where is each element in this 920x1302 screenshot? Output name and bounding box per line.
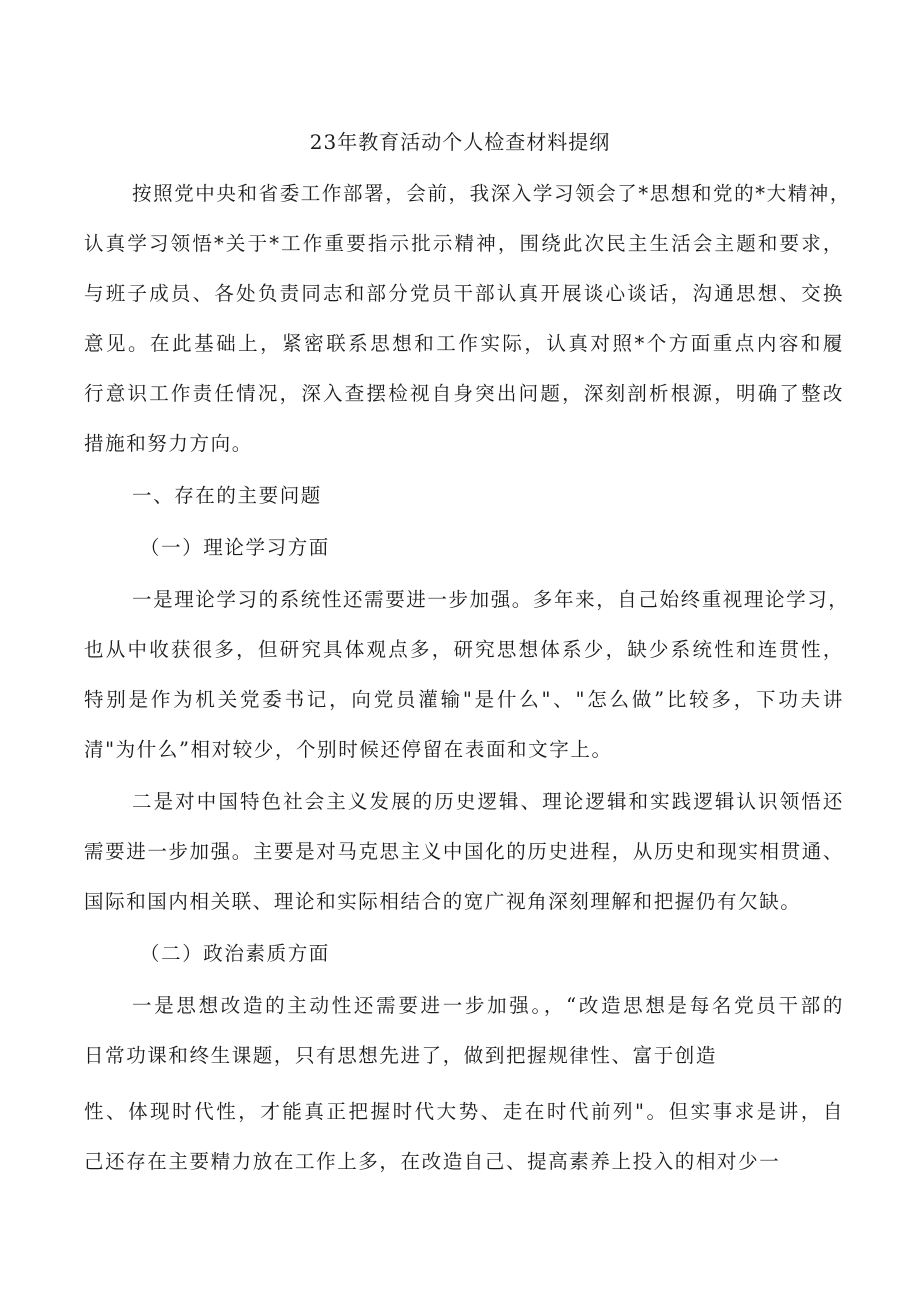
paragraph-line: 意见。在此基础上，紧密联系思想和工作实际，认真对照*个方面重点内容和履 [84, 332, 844, 355]
paragraph-line: 认真学习领悟*关于*工作重要指示批示精神，围绕此次民主生活会主题和要求， [84, 232, 844, 255]
section-heading: 一、存在的主要问题 [132, 484, 322, 507]
paragraph-line: 性、体现时代性，才能真正把握时代大势、走在时代前列"。但实事求是讲，自 [84, 1100, 844, 1123]
paragraph-line: 也从中收获很多，但研究具体观点多，研究思想体系少，缺少系统性和连贯性， [84, 638, 844, 661]
paragraph-line: 一是思想改造的主动性还需要进一步加强。，“改造思想是每名党员干部的 [132, 994, 844, 1017]
paragraph-line: 需要进一步加强。主要是对马克思主义中国化的历史进程，从历史和现实相贯通、 [84, 840, 844, 863]
paragraph-line: 措施和努力方向。 [84, 432, 253, 455]
paragraph-line: 日常功课和终生课题，只有思想先进了，做到把握规律性、富于创造 [84, 1044, 718, 1067]
paragraph-line: 己还存在主要精力放在工作上多，在改造自己、提高素养上投入的相对少一 [84, 1150, 781, 1173]
paragraph-line: 一是理论学习的系统性还需要进一步加强。多年来，自己始终重视理论学习， [132, 588, 850, 611]
paragraph-line: 按照党中央和省委工作部署，会前，我深入学习领会了*思想和党的*大精神， [132, 182, 852, 205]
paragraph-line: 与班子成员、各处负责同志和部分党员干部认真开展谈心谈话，沟通思想、交换 [84, 282, 844, 305]
paragraph-line: 国际和国内相关联、理论和实际相结合的宽广视角深刻理解和把握仍有欠缺。 [84, 890, 802, 913]
subsection-heading: （二）政治素质方面 [140, 942, 330, 965]
paragraph-line: 行意识工作责任情况，深入查摆检视自身突出问题，深刻剖析根源，明确了整改 [84, 382, 844, 405]
paragraph-line: 特别是作为机关党委书记，向党员灌输"是什么"、"怎么做”比较多，下功夫讲 [84, 688, 844, 711]
paragraph-line: 清"为什么”相对较少，个别时候还停留在表面和文字上。 [84, 738, 613, 761]
paragraph-line: 二是对中国特色社会主义发展的历史逻辑、理论逻辑和实践逻辑认识领悟还 [132, 790, 844, 813]
subsection-heading: （一）理论学习方面 [140, 536, 330, 559]
document-title: 23年教育活动个人检查材料提纲 [309, 130, 611, 154]
